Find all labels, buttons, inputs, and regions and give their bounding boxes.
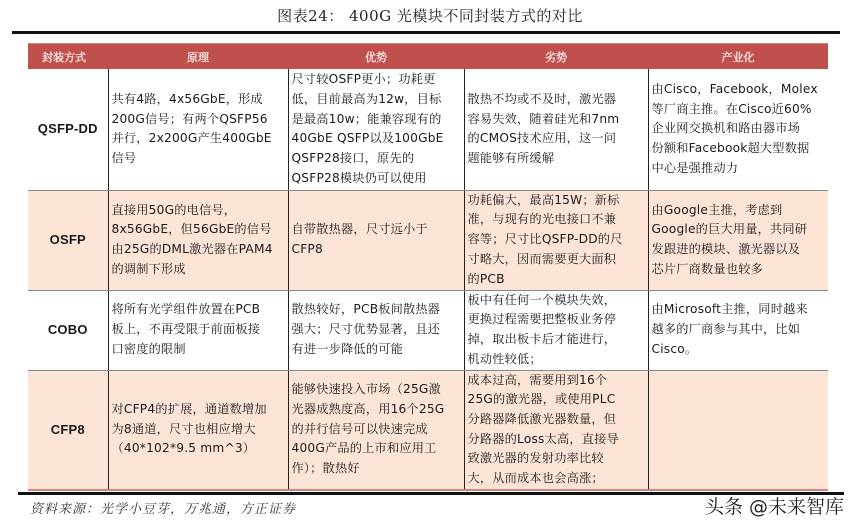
cell-industrialization: 由Microsoft主推，同时越来 越多的厂商参与其中，比如 Cisco。 [648,290,828,370]
source-note: 资料来源：光学小豆芽，万兆通，方正证券 [30,502,297,517]
cell-advantage: 尺寸较OSFP更小；功耗更 低，目前最高为12w，目标 是最高10w；能兼容现有的 40GbE QSFP以及100GbE QSFP28接口，原先的 QSFP28模块仍可以使用 [288,69,464,190]
comparison-table [28,43,828,491]
watermark: 头条 @未来智库 [704,496,844,518]
cell-disadvantage: 成本过高，需要用到16个 25G的激光器，或使用PLC 分路器降低激光器数量，但 分路器的Loss太高，直接导 致激光器的发射功率比较 大，从而成本也会高涨； [464,370,648,490]
cell-industrialization [648,370,828,490]
header-row [28,44,828,70]
header-industrialization: 产业化 [648,44,828,70]
cell-industrialization: 由Cisco，Facebook，Molex 等厂商主推。在Cisco近60% 企业网交换机和路由器市场 份额和Facebook超大型数据 中心是强推动力 [648,69,828,190]
cell-disadvantage: 板中有任何一个模块失效， 更换过程需要把整板业务停 掉，取出板卡后才能进行， 机动性较低； [464,290,648,370]
cell-advantage: 自带散热器，尺寸远小于 CFP8 [288,190,464,290]
comparison-table-container [28,43,828,491]
cell-type: COBO [28,290,108,370]
header-principle: 原理 [108,44,288,70]
cell-principle: 共有4路，4x56GbE，形成 200G信号；有两个QSFP56 并行，2x200G产生400GbE 信号 [108,69,288,190]
cell-disadvantage: 散热不均或不及时，激光器 容易失效，随着硅光和7nm 的CMOS技术应用，这一问 题能够有所缓解 [464,69,648,190]
header-disadvantage: 劣势 [464,44,648,70]
cell-disadvantage: 功耗偏大，最高15W；新标 准，与现有的光电接口不兼 容等；尺寸比QSFP-DD的尺 寸略大，因而需要更大面积 的PCB [464,190,648,290]
table-row [28,190,828,290]
cell-principle: 直接用50G的电信号， 8x56GbE，但56GbE的信号 由25G的DML激光器在PAM4 的调制下形成 [108,190,288,290]
header-advantage: 优势 [288,44,464,70]
cell-type: CFP8 [28,370,108,490]
cell-advantage: 能够快速投入市场（25G激 光器成熟度高，用16个25G 的并行信号可以快速完成 400G产品的上市和应用工 作）；散热好 [288,370,464,490]
table-row [28,370,828,490]
cell-advantage: 散热较好，PCB板间散热器 强大；尺寸优势显著，且还 有进一步降低的可能 [288,290,464,370]
cell-industrialization: 由Google主推，考虑到 Google的巨大用量，共同研 发跟进的模块、激光器以及 芯片厂商数量也较多 [648,190,828,290]
cell-principle: 对CFP4的扩展，通道数增加 为8通道，尺寸也相应增大 （40*102*9.5 mm^3） [108,370,288,490]
figure-title: 图表24： 400G 光模块不同封装方式的对比 [277,7,583,25]
cell-type: QSFP-DD [28,69,108,190]
table-row [28,290,828,370]
cell-principle: 将所有光学组件放置在PCB 板上，不再受限于前面板接 口密度的限制 [108,290,288,370]
cell-type: OSFP [28,190,108,290]
top-rule [12,31,840,34]
header-type: 封装方式 [28,44,108,70]
table-row [28,69,828,190]
